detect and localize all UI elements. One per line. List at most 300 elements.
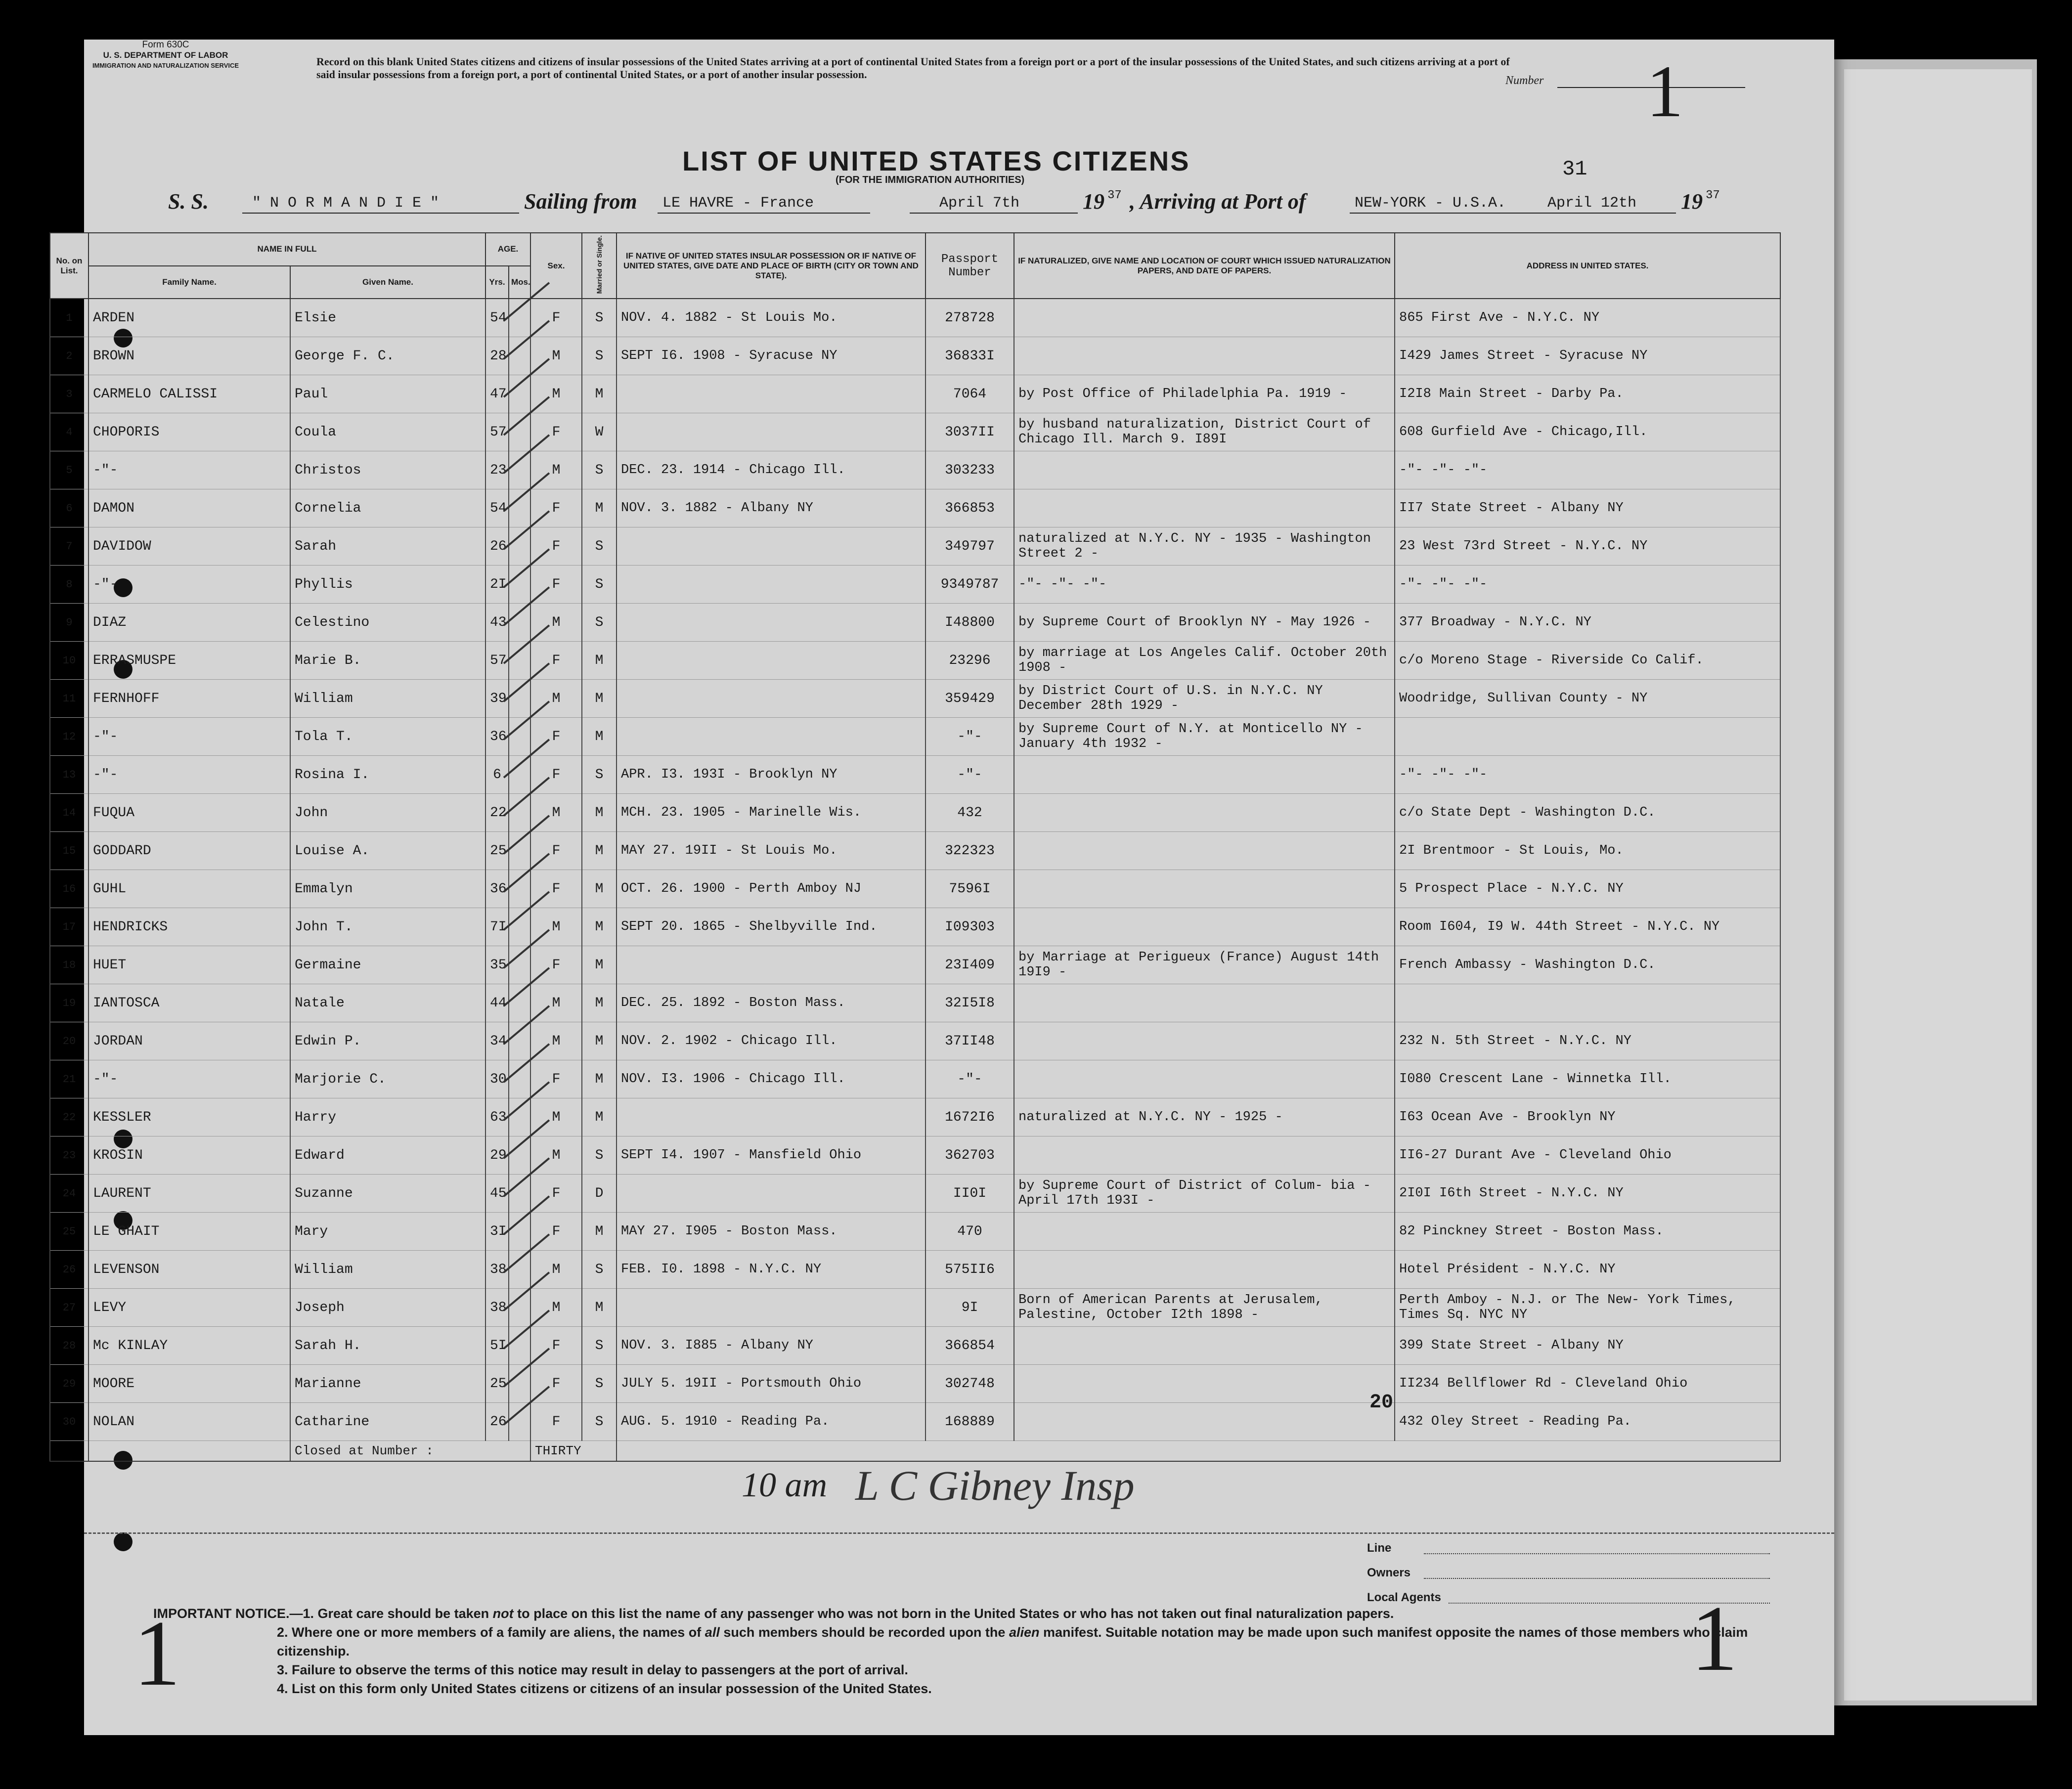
age-months <box>509 908 530 946</box>
address: Room I604, I9 W. 44th Street - N.Y.C. NY <box>1395 908 1780 946</box>
table-row <box>50 870 1780 908</box>
sex: F <box>530 299 582 337</box>
passport-number: 359429 <box>926 680 1014 718</box>
table-row <box>50 299 1780 337</box>
passport-number: -"- <box>926 718 1014 756</box>
given-name: Edward <box>290 1136 485 1175</box>
age-years: 25 <box>485 1365 509 1403</box>
table-row <box>50 527 1780 566</box>
given-name: Germaine <box>290 946 485 984</box>
port-from: LE HAVRE - France <box>662 195 814 212</box>
notice-1-not: not <box>492 1606 514 1621</box>
marital-status: M <box>582 1213 617 1251</box>
age-months <box>509 1175 530 1213</box>
sex: F <box>530 1365 582 1403</box>
sex: M <box>530 451 582 489</box>
address <box>1395 718 1780 756</box>
family-name: HUET <box>88 946 290 984</box>
header-married-text: Married or Single. <box>595 235 603 294</box>
row-number: 10 <box>50 642 88 680</box>
address: II6-27 Durant Ave - Cleveland Ohio <box>1395 1136 1780 1175</box>
passport-number: 1672I6 <box>926 1098 1014 1136</box>
age-months <box>509 1213 530 1251</box>
passport-number: 168889 <box>926 1403 1014 1441</box>
naturalization-info: by Marriage at Perigueux (France) August 14th 19I9 - <box>1014 946 1395 984</box>
sex: F <box>530 1060 582 1098</box>
passport-number: 37II48 <box>926 1022 1014 1060</box>
notice-2-all: all <box>705 1625 720 1640</box>
given-name: Rosina I. <box>290 756 485 794</box>
address: I429 James Street - Syracuse NY <box>1395 337 1780 375</box>
naturalization-info: by District Court of U.S. in N.Y.C. NY December 28th 1929 - <box>1014 680 1395 718</box>
family-name: LEVENSON <box>88 1251 290 1289</box>
birth-info <box>617 718 926 756</box>
age-months <box>509 642 530 680</box>
sex: M <box>530 680 582 718</box>
birth-info: AUG. 5. 1910 - Reading Pa. <box>617 1403 926 1441</box>
age-months <box>509 337 530 375</box>
marital-status: M <box>582 1060 617 1098</box>
family-name: -"- <box>88 756 290 794</box>
notice-1b: to place on this list the name of any passenger who was not born in the United States or who has not taken out final naturalization papers. <box>513 1606 1394 1621</box>
header-no: No. on List. <box>50 233 88 299</box>
sex: M <box>530 1098 582 1136</box>
row-number: 1 <box>50 299 88 337</box>
given-name: Coula <box>290 413 485 451</box>
age-years: 38 <box>485 1289 509 1327</box>
port-to-underline <box>1350 213 1676 214</box>
table-row <box>50 1327 1780 1365</box>
table-row <box>50 946 1780 984</box>
address: c/o Moreno Stage - Riverside Co Calif. <box>1395 642 1780 680</box>
given-name: George F. C. <box>290 337 485 375</box>
family-name: MOORE <box>88 1365 290 1403</box>
address: 82 Pinckney Street - Boston Mass. <box>1395 1213 1780 1251</box>
age-years: 5I <box>485 1327 509 1365</box>
row-number: 16 <box>50 870 88 908</box>
notice-1a: 1. Great care should be taken <box>303 1606 493 1621</box>
age-years: 38 <box>485 1251 509 1289</box>
row-number: 5 <box>50 451 88 489</box>
birth-info <box>617 604 926 642</box>
passport-number: -"- <box>926 756 1014 794</box>
sex: F <box>530 756 582 794</box>
row-number: 20 <box>50 1022 88 1060</box>
closed-value: THIRTY <box>530 1441 617 1462</box>
page-title: LIST OF UNITED STATES CITIZENS <box>682 145 1190 176</box>
given-name: John T. <box>290 908 485 946</box>
age-months <box>509 756 530 794</box>
age-years: 7I <box>485 908 509 946</box>
family-name: -"- <box>88 718 290 756</box>
given-name: Harry <box>290 1098 485 1136</box>
list-number: 1 <box>1646 50 1683 132</box>
passport-number: 23296 <box>926 642 1014 680</box>
given-name: Mary <box>290 1213 485 1251</box>
marital-status: M <box>582 680 617 718</box>
age-months <box>509 1289 530 1327</box>
given-name: Natale <box>290 984 485 1022</box>
naturalization-info: Born of American Parents at Jerusalem, Palestine, October I2th 1898 - <box>1014 1289 1395 1327</box>
address: 232 N. 5th Street - N.Y.C. NY <box>1395 1022 1780 1060</box>
arriving-label: , Arriving at Port of <box>1130 189 1306 214</box>
row-number: 26 <box>50 1251 88 1289</box>
birth-info <box>617 680 926 718</box>
age-years: 2I <box>485 566 509 604</box>
given-name: Elsie <box>290 299 485 337</box>
address: 608 Gurfield Ave - Chicago,Ill. <box>1395 413 1780 451</box>
age-months <box>509 1060 530 1098</box>
naturalization-info: by Supreme Court of Brooklyn NY - May 1926 - <box>1014 604 1395 642</box>
age-months <box>509 1365 530 1403</box>
age-years: 29 <box>485 1136 509 1175</box>
table-row <box>50 718 1780 756</box>
birth-info <box>617 375 926 413</box>
marital-status: S <box>582 604 617 642</box>
given-name: Sarah H. <box>290 1327 485 1365</box>
family-name: KESSLER <box>88 1098 290 1136</box>
family-name: GODDARD <box>88 832 290 870</box>
family-name: FERNHOFF <box>88 680 290 718</box>
birth-info: OCT. 26. 1900 - Perth Amboy NJ <box>617 870 926 908</box>
table-row <box>50 489 1780 527</box>
header-given-name: Given Name. <box>290 266 485 299</box>
passport-number: -"- <box>926 1060 1014 1098</box>
naturalization-info: -"- -"- -"- <box>1014 566 1395 604</box>
given-name: Cornelia <box>290 489 485 527</box>
given-name: Tola T. <box>290 718 485 756</box>
birth-info: NOV. 3. I885 - Albany NY <box>617 1327 926 1365</box>
given-name: John <box>290 794 485 832</box>
sex: M <box>530 375 582 413</box>
passport-number: 303233 <box>926 451 1014 489</box>
age-years: 3I <box>485 1213 509 1251</box>
address: I080 Crescent Lane - Winnetka Ill. <box>1395 1060 1780 1098</box>
row-number: 12 <box>50 718 88 756</box>
address: -"- -"- -"- <box>1395 451 1780 489</box>
year-to: 37 <box>1706 189 1720 202</box>
given-name: Emmalyn <box>290 870 485 908</box>
closed-spacer <box>50 1441 88 1462</box>
address: 2I0I I6th Street - N.Y.C. NY <box>1395 1175 1780 1213</box>
birth-info <box>617 413 926 451</box>
age-months <box>509 680 530 718</box>
naturalization-info <box>1014 489 1395 527</box>
year-prefix-to: 19 <box>1681 189 1703 214</box>
sex: F <box>530 1213 582 1251</box>
closed-spacer <box>617 1441 1780 1462</box>
address: I2I8 Main Street - Darby Pa. <box>1395 375 1780 413</box>
sex: F <box>530 870 582 908</box>
age-years: 6 <box>485 756 509 794</box>
table-row <box>50 413 1780 451</box>
naturalization-info <box>1014 1327 1395 1365</box>
binder-hole <box>114 1532 132 1551</box>
age-years: 54 <box>485 299 509 337</box>
given-name: Sarah <box>290 527 485 566</box>
line-field <box>1424 1553 1770 1554</box>
age-months <box>509 794 530 832</box>
naturalization-info <box>1014 794 1395 832</box>
age-months <box>509 451 530 489</box>
address: French Ambassy - Washington D.C. <box>1395 946 1780 984</box>
address: -"- -"- -"- <box>1395 756 1780 794</box>
table-row <box>50 1213 1780 1251</box>
date-from: April 7th <box>939 195 1020 212</box>
voyage-line <box>168 189 1800 218</box>
age-months <box>509 375 530 413</box>
birth-info: DEC. 23. 1914 - Chicago Ill. <box>617 451 926 489</box>
header-sex: Sex. <box>530 233 582 299</box>
year-prefix-from: 19 <box>1083 189 1104 214</box>
sex: F <box>530 1175 582 1213</box>
family-name: KROSIN <box>88 1136 290 1175</box>
table-row <box>50 1022 1780 1060</box>
age-months <box>509 718 530 756</box>
row-number: 9 <box>50 604 88 642</box>
birth-info: NOV. 4. 1882 - St Louis Mo. <box>617 299 926 337</box>
line-field-label: Line <box>1367 1541 1392 1555</box>
marital-status: S <box>582 566 617 604</box>
age-months <box>509 946 530 984</box>
row-number: 27 <box>50 1289 88 1327</box>
notice-item-2 <box>153 1623 1785 1660</box>
marital-status: S <box>582 527 617 566</box>
row-number: 13 <box>50 756 88 794</box>
marital-status: S <box>582 756 617 794</box>
family-name: CHOPORIS <box>88 413 290 451</box>
passport-number: 575II6 <box>926 1251 1014 1289</box>
row-number: 30 <box>50 1403 88 1441</box>
row-number: 3 <box>50 375 88 413</box>
birth-info: JULY 5. 19II - Portsmouth Ohio <box>617 1365 926 1403</box>
passenger-table <box>49 232 1781 1462</box>
birth-info: FEB. I0. 1898 - N.Y.C. NY <box>617 1251 926 1289</box>
marital-status: M <box>582 946 617 984</box>
birth-info <box>617 1289 926 1327</box>
naturalization-info <box>1014 756 1395 794</box>
passport-number: 7064 <box>926 375 1014 413</box>
naturalization-info: by Post Office of Philadelphia Pa. 1919 - <box>1014 375 1395 413</box>
given-name: Suzanne <box>290 1175 485 1213</box>
row-number: 25 <box>50 1213 88 1251</box>
age-years: 36 <box>485 718 509 756</box>
marital-status: S <box>582 299 617 337</box>
naturalization-info <box>1014 299 1395 337</box>
address: 377 Broadway - N.Y.C. NY <box>1395 604 1780 642</box>
passport-number: 7596I <box>926 870 1014 908</box>
owners-field <box>1424 1578 1770 1579</box>
inspector-signature: L C Gibney Insp <box>855 1462 1135 1509</box>
address: Woodridge, Sullivan County - NY <box>1395 680 1780 718</box>
notice-2b: such members should be recorded upon the <box>719 1625 1009 1640</box>
given-name: William <box>290 680 485 718</box>
family-name: BROWN <box>88 337 290 375</box>
age-months <box>509 489 530 527</box>
year-from: 37 <box>1107 189 1122 202</box>
passport-number: 349797 <box>926 527 1014 566</box>
marital-status: M <box>582 489 617 527</box>
age-months <box>509 299 530 337</box>
given-name: William <box>290 1251 485 1289</box>
sex: M <box>530 908 582 946</box>
age-months <box>509 604 530 642</box>
age-years: 47 <box>485 375 509 413</box>
notice-2a: 2. Where one or more members of a family are aliens, the names of <box>277 1625 705 1640</box>
ss-label: S. S. <box>168 189 209 214</box>
marital-status: W <box>582 413 617 451</box>
birth-info <box>617 527 926 566</box>
birth-info: NOV. 3. 1882 - Albany NY <box>617 489 926 527</box>
passport-number: II0I <box>926 1175 1014 1213</box>
marital-status: M <box>582 908 617 946</box>
table-row <box>50 337 1780 375</box>
age-years: 28 <box>485 337 509 375</box>
given-name: Marie B. <box>290 642 485 680</box>
marital-status: S <box>582 337 617 375</box>
closed-label: Closed at Number : <box>290 1441 530 1462</box>
row-number: 8 <box>50 566 88 604</box>
naturalization-info: by Supreme Court of District of Colum- bia - April 17th 193I - <box>1014 1175 1395 1213</box>
given-name: Celestino <box>290 604 485 642</box>
family-name: -"- <box>88 451 290 489</box>
table-row <box>50 566 1780 604</box>
naturalization-info: naturalized at N.Y.C. NY - 1925 - <box>1014 1098 1395 1136</box>
naturalization-info: naturalized at N.Y.C. NY - 1935 - Washington Street 2 - <box>1014 527 1395 566</box>
birth-info <box>617 566 926 604</box>
table-row <box>50 642 1780 680</box>
row-number: 11 <box>50 680 88 718</box>
age-years: 23 <box>485 451 509 489</box>
marital-status: M <box>582 984 617 1022</box>
age-months <box>509 832 530 870</box>
naturalization-info <box>1014 1136 1395 1175</box>
service-name: IMMIGRATION AND NATURALIZATION SERVICE <box>92 62 239 69</box>
marital-status: M <box>582 794 617 832</box>
birth-info: NOV. I3. 1906 - Chicago Ill. <box>617 1060 926 1098</box>
sex: F <box>530 1327 582 1365</box>
stamp-number: 31 <box>1562 157 1587 181</box>
perforation-line <box>84 1532 1834 1534</box>
birth-info: SEPT I6. 1908 - Syracuse NY <box>617 337 926 375</box>
age-months <box>509 527 530 566</box>
age-months <box>509 1251 530 1289</box>
passport-number: 23I409 <box>926 946 1014 984</box>
date-from-underline <box>910 213 1078 214</box>
ship-name: " N O R M A N D I E " <box>252 195 440 212</box>
birth-info <box>617 642 926 680</box>
family-name: DIAZ <box>88 604 290 642</box>
marital-status: M <box>582 832 617 870</box>
age-years: 39 <box>485 680 509 718</box>
age-years: 30 <box>485 1060 509 1098</box>
header-yrs: Yrs. <box>485 266 509 299</box>
naturalization-info <box>1014 451 1395 489</box>
row-number: 14 <box>50 794 88 832</box>
agents-field-label: Local Agents <box>1367 1591 1441 1604</box>
naturalization-info: by Supreme Court of N.Y. at Monticello NY - January 4th 1932 - <box>1014 718 1395 756</box>
form-number: Form 630C <box>142 40 189 50</box>
sex: M <box>530 1022 582 1060</box>
naturalization-info <box>1014 1022 1395 1060</box>
family-name: ERRASMUSPE <box>88 642 290 680</box>
sex: F <box>530 832 582 870</box>
closed-spacer <box>88 1441 290 1462</box>
row-number: 28 <box>50 1327 88 1365</box>
page-mark-right: 1 <box>1691 1587 1738 1691</box>
passport-number: 36833I <box>926 337 1014 375</box>
age-months <box>509 413 530 451</box>
sex: M <box>530 1136 582 1175</box>
row-number: 7 <box>50 527 88 566</box>
address: 399 State Street - Albany NY <box>1395 1327 1780 1365</box>
passport-number: 366854 <box>926 1327 1014 1365</box>
table-row <box>50 375 1780 413</box>
sex: M <box>530 604 582 642</box>
age-years: 36 <box>485 870 509 908</box>
header-age: AGE. <box>485 233 530 266</box>
table-row <box>50 756 1780 794</box>
sailing-label: Sailing from <box>524 189 637 214</box>
family-name: ARDEN <box>88 299 290 337</box>
family-name: LEVY <box>88 1289 290 1327</box>
naturalization-info <box>1014 1403 1395 1441</box>
birth-info <box>617 1175 926 1213</box>
age-years: 25 <box>485 832 509 870</box>
given-name: Catharine <box>290 1403 485 1441</box>
notice-item-3: 3. Failure to observe the terms of this notice may result in delay to passengers at the port of arrival. <box>277 1662 908 1677</box>
header-mos: Mos. <box>509 266 530 299</box>
row-number: 6 <box>50 489 88 527</box>
sex: F <box>530 489 582 527</box>
passport-number: 432 <box>926 794 1014 832</box>
age-years: 54 <box>485 489 509 527</box>
closed-row <box>50 1441 1780 1462</box>
naturalization-info <box>1014 1060 1395 1098</box>
passport-number: I09303 <box>926 908 1014 946</box>
passport-number: 9I <box>926 1289 1014 1327</box>
page-mark-left: 1 <box>133 1602 180 1705</box>
ship-underline <box>242 213 519 214</box>
port-to: NEW-YORK - U.S.A. <box>1355 195 1506 212</box>
family-name: DAVIDOW <box>88 527 290 566</box>
age-months <box>509 566 530 604</box>
marital-status: M <box>582 1098 617 1136</box>
form-identifier <box>62 40 269 71</box>
marital-status: M <box>582 718 617 756</box>
table-row <box>50 1365 1780 1403</box>
marital-status: D <box>582 1175 617 1213</box>
naturalization-info <box>1014 1251 1395 1289</box>
age-months <box>509 870 530 908</box>
date-to: April 12th <box>1547 195 1637 212</box>
passport-number: I48800 <box>926 604 1014 642</box>
table-row <box>50 908 1780 946</box>
birth-info: MCH. 23. 1905 - Marinelle Wis. <box>617 794 926 832</box>
notice-heading: IMPORTANT NOTICE.— <box>153 1606 303 1621</box>
sex: F <box>530 566 582 604</box>
birth-info: NOV. 2. 1902 - Chicago Ill. <box>617 1022 926 1060</box>
given-name: Joseph <box>290 1289 485 1327</box>
naturalization-info <box>1014 1365 1395 1403</box>
passport-number: 3037II <box>926 413 1014 451</box>
table-row <box>50 1289 1780 1327</box>
age-years: 34 <box>485 1022 509 1060</box>
family-name: NOLAN <box>88 1403 290 1441</box>
sex: F <box>530 642 582 680</box>
naturalization-info <box>1014 337 1395 375</box>
passport-number: 32I5I8 <box>926 984 1014 1022</box>
